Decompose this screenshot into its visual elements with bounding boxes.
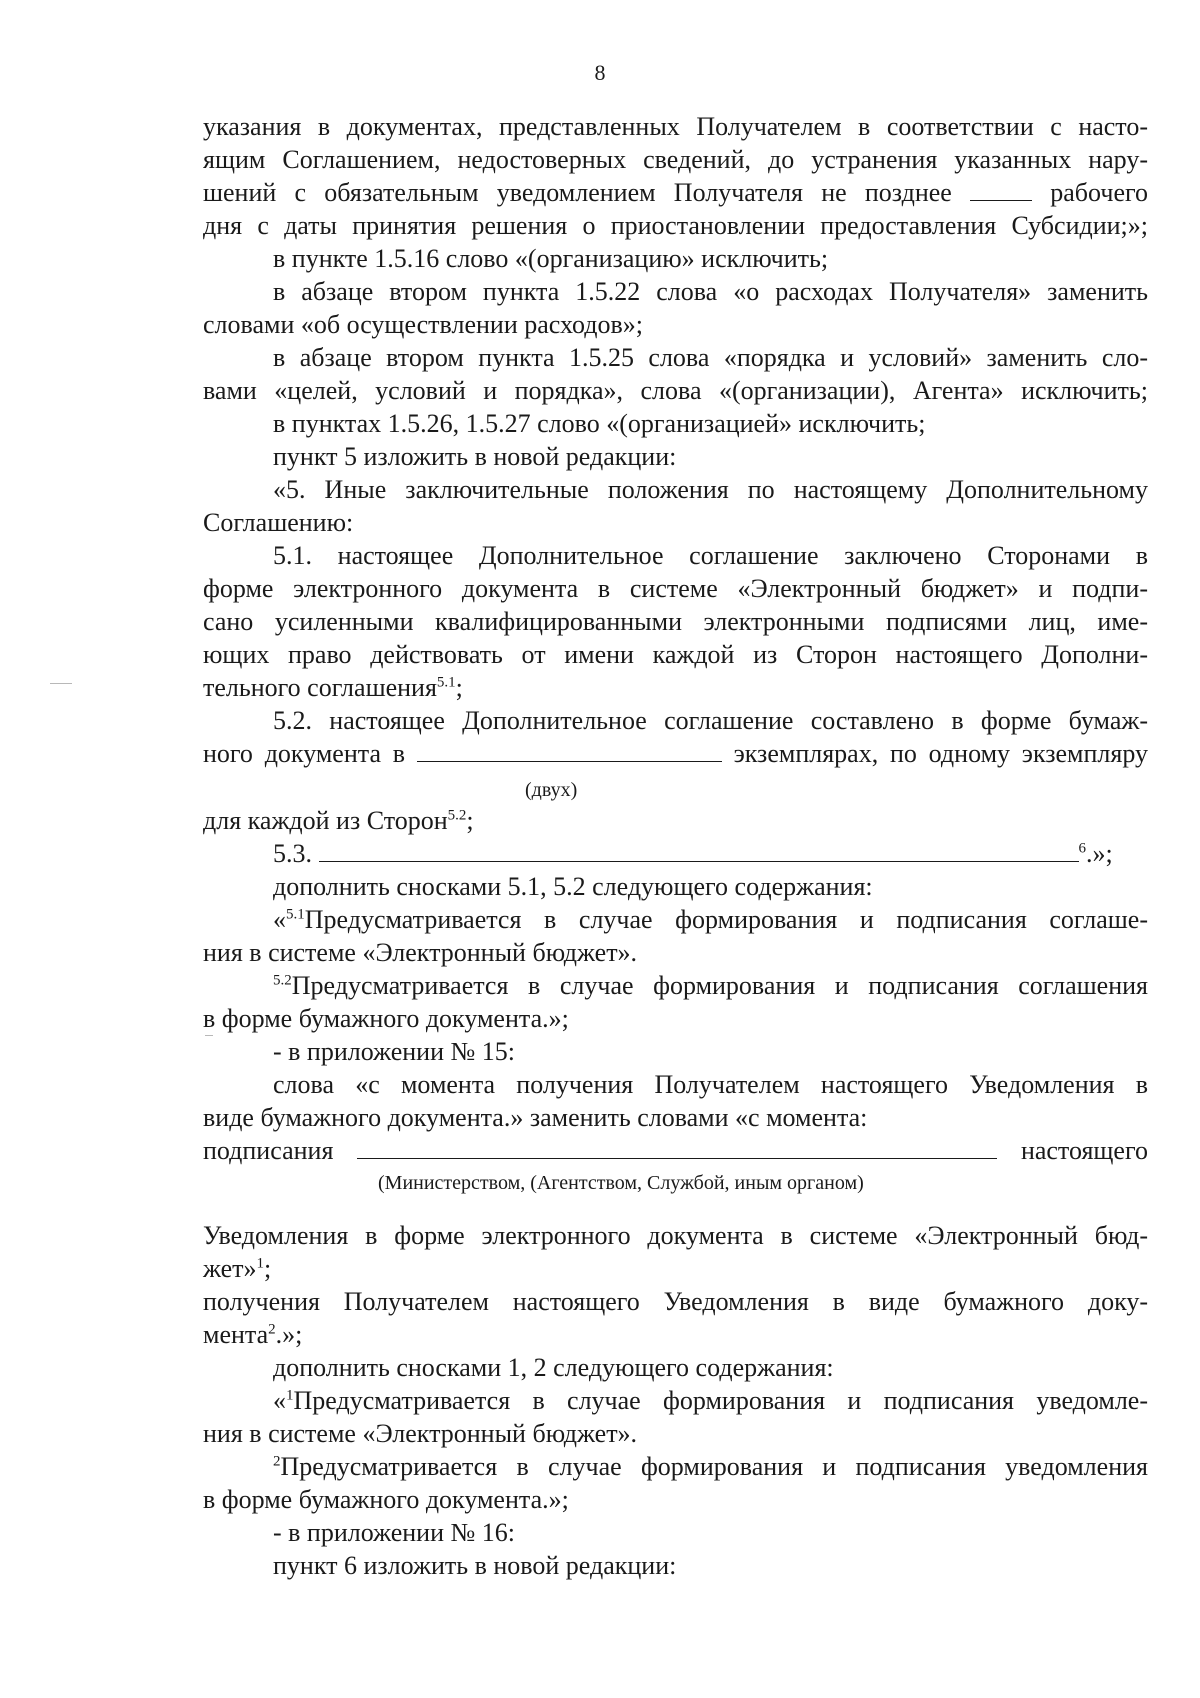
footnote-ref: 5.2 bbox=[273, 972, 292, 989]
footnote-ref: 5.1 bbox=[286, 906, 305, 923]
text-line bbox=[203, 1134, 1148, 1168]
text-fragment bbox=[273, 905, 1148, 934]
footnote-ref: 6 bbox=[1078, 840, 1086, 857]
footnote-ref: 1 bbox=[286, 1387, 294, 1404]
text-line: форме электронного документа в системе «Электронный бюджет» и подпи- bbox=[203, 574, 1148, 603]
text-line: ния в системе «Электронный бюджет». bbox=[203, 1419, 638, 1448]
text-fragment: для каждой из Сторон bbox=[203, 806, 448, 835]
text-line: ния в системе «Электронный бюджет». bbox=[203, 938, 638, 967]
text-line: Соглашению: bbox=[203, 508, 354, 537]
text-line: в пунктах 1.5.26, 1.5.27 слово «(организацией» исключить; bbox=[273, 409, 926, 438]
text-line bbox=[203, 1318, 1148, 1352]
scan-mark bbox=[50, 683, 72, 684]
text-fragment: ; bbox=[455, 673, 463, 702]
text-line: ящим Соглашением, недостоверных сведений, до устранения указанных нару- bbox=[203, 145, 1148, 174]
text-line bbox=[273, 1450, 1148, 1484]
text-line: дня с даты принятия решения о приостановлении предоставления Субсидии;»; bbox=[203, 211, 1148, 240]
text-line bbox=[203, 671, 1148, 705]
text-line: слова «с момента получения Получателем настоящего Уведомления в bbox=[273, 1070, 1148, 1099]
text-line: Уведомления в форме электронного документа в системе «Электронный бюд- bbox=[203, 1221, 1148, 1250]
text-fragment: Предусматривается в случае формирования и подписания уведомления bbox=[280, 1452, 1148, 1481]
footnote-ref: 1 bbox=[256, 1255, 265, 1272]
text-line: указания в документах, представленных Получателем в соответствии с насто- bbox=[203, 112, 1148, 141]
text-line: получения Получателем настоящего Уведомления в виде бумажного доку- bbox=[203, 1287, 1148, 1316]
quote-mark: « bbox=[273, 1386, 286, 1415]
blank-field bbox=[417, 737, 722, 762]
blank-field bbox=[970, 176, 1032, 201]
text-fragment: ; bbox=[466, 806, 474, 835]
field-caption: (двух) bbox=[525, 779, 578, 801]
text-line: в форме бумажного документа.»; bbox=[203, 1485, 569, 1514]
text-fragment: Предусматривается в случае формирования и подписания уведомле- bbox=[293, 1386, 1148, 1415]
text-line: виде бумажного документа.» заменить словами «с момента: bbox=[203, 1103, 868, 1132]
text-line: в абзаце втором пункта 1.5.25 слова «порядка и условий» заменить сло- bbox=[273, 343, 1148, 372]
text-fragment: Предусматривается в случае формирования и подписания соглашения bbox=[291, 971, 1148, 1000]
text-fragment: .»; bbox=[275, 1320, 303, 1349]
text-line: вами «целей, условий и порядка», слова «(организации), Агента» исключить; bbox=[203, 376, 1148, 405]
footnote-ref: 5.2 bbox=[447, 807, 467, 824]
scan-mark bbox=[205, 1035, 213, 1036]
text-line bbox=[203, 1252, 1148, 1286]
text-line: «5. Иные заключительные положения по настоящему Дополнительному bbox=[273, 475, 1148, 504]
text-fragment: мента bbox=[203, 1320, 269, 1349]
blank-field bbox=[357, 1134, 997, 1159]
text-line: - в приложении № 15: bbox=[273, 1037, 516, 1066]
text-line bbox=[203, 176, 1148, 210]
footnote-ref: 5.1 bbox=[436, 674, 456, 691]
text-line: 5.1. настоящее Дополнительное соглашение заключено Сторонами в bbox=[273, 541, 1148, 570]
text-line: пункт 5 изложить в новой редакции: bbox=[273, 442, 677, 471]
text-line: 5.2. настоящее Дополнительное соглашение составлено в форме бумаж- bbox=[273, 706, 1148, 735]
text-line: словами «об осуществлении расходов»; bbox=[203, 310, 643, 339]
text-fragment bbox=[273, 1386, 1148, 1415]
text-line: дополнить сносками 1, 2 следующего содержания: bbox=[273, 1353, 834, 1382]
text-fragment: Предусматривается в случае формирования и подписания соглаше- bbox=[304, 905, 1148, 934]
text-line: в пункте 1.5.16 слово «(организацию» исключить; bbox=[273, 244, 829, 273]
blank-field bbox=[319, 837, 1079, 862]
text-fragment: тельного соглашения bbox=[203, 673, 437, 702]
text-fragment: ; bbox=[264, 1254, 272, 1283]
text-line: дополнить сносками 5.1, 5.2 следующего содержания: bbox=[273, 872, 873, 901]
text-line: в форме бумажного документа.»; bbox=[203, 1004, 569, 1033]
footnote-ref: 2 bbox=[268, 1321, 276, 1338]
text-fragment: жет» bbox=[203, 1254, 257, 1283]
text-fragment: шений с обязательным уведомлением Получателя не позднее bbox=[203, 178, 952, 207]
text-line bbox=[273, 837, 1148, 871]
text-fragment: ного документа в bbox=[203, 739, 406, 768]
field-caption: (Министерством, (Агентством, Службой, иным органом) bbox=[378, 1172, 864, 1194]
quote-mark: « bbox=[273, 905, 286, 934]
page-number: 8 bbox=[594, 60, 606, 85]
text-line bbox=[273, 903, 1148, 937]
text-line: сано усиленными квалифицированными электронными подписями лиц, име- bbox=[203, 607, 1148, 636]
text-fragment bbox=[273, 1452, 1148, 1481]
text-line: - в приложении № 16: bbox=[273, 1518, 516, 1547]
text-fragment: .»; bbox=[1086, 839, 1113, 868]
footnote-ref: 2 bbox=[273, 1453, 281, 1470]
text-line bbox=[273, 969, 1148, 1003]
text-line: ющих право действовать от имени каждой из Сторон настоящего Дополни- bbox=[203, 640, 1148, 669]
text-line bbox=[273, 1384, 1148, 1418]
text-line: пункт 6 изложить в новой редакции: bbox=[273, 1551, 677, 1580]
text-line: в абзаце втором пункта 1.5.22 слова «о расходах Получателя» заменить bbox=[273, 277, 1148, 306]
text-fragment: рабочего bbox=[1050, 178, 1148, 207]
text-fragment: 5.3. bbox=[273, 839, 312, 868]
text-fragment: настоящего bbox=[1020, 1136, 1148, 1165]
text-fragment: экземплярах, по одному экземпляру bbox=[733, 739, 1149, 768]
text-line bbox=[203, 804, 1148, 838]
text-fragment bbox=[273, 971, 1148, 1000]
text-fragment: подписания bbox=[203, 1136, 334, 1165]
text-line bbox=[203, 737, 1148, 771]
